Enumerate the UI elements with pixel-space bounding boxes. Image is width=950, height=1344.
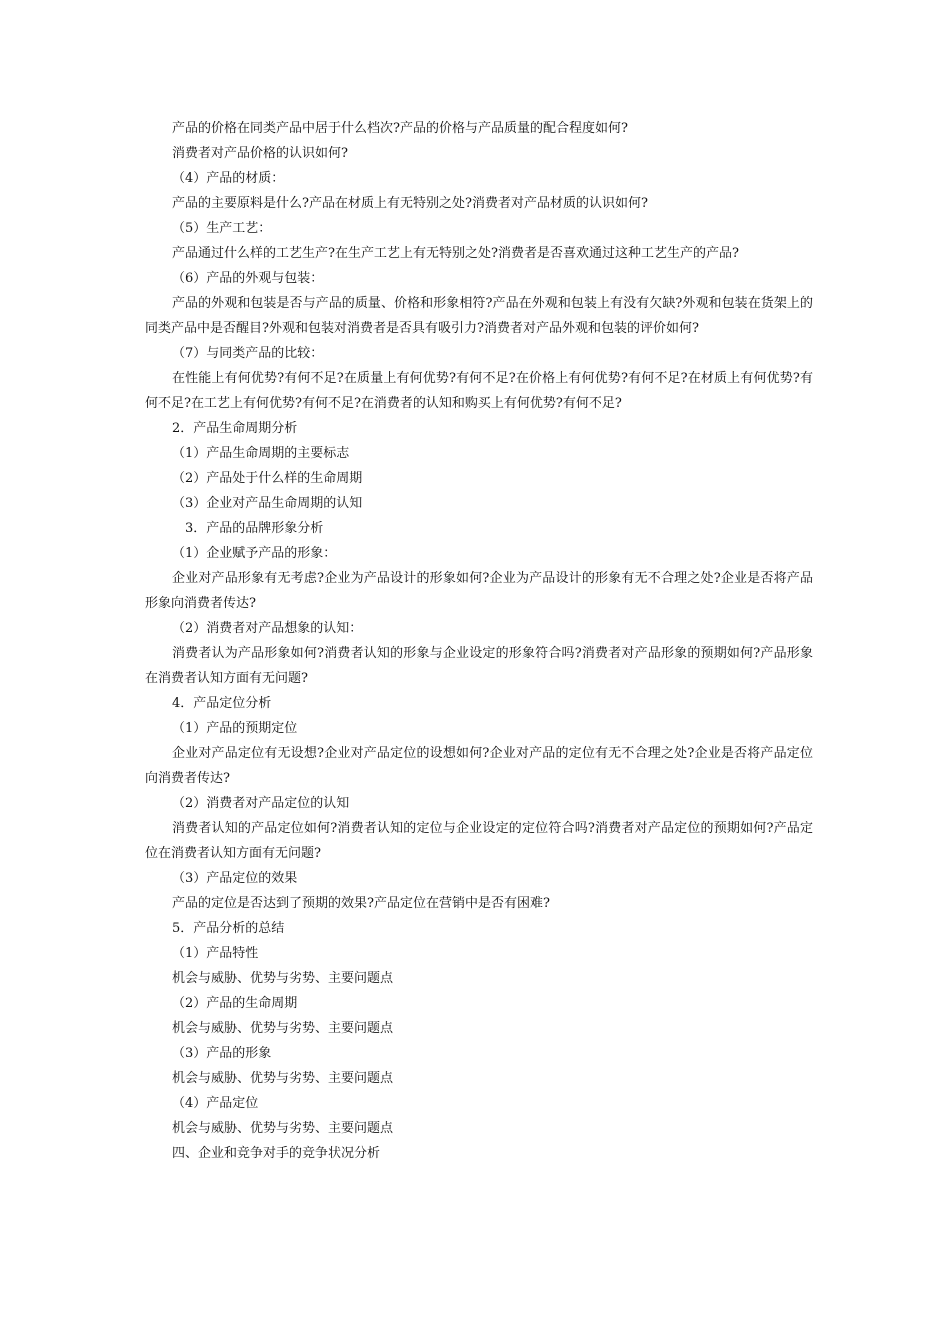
section-heading: 3．产品的品牌形象分析 — [185, 521, 324, 536]
paragraph: 产品的主要原料是什么?产品在材质上有无特别之处?消费者对产品材质的认识如何? — [172, 196, 648, 211]
paragraph: 企业对产品形象有无考虑?企业为产品设计的形象如何?企业为产品设计的形象有无不合理之处?企业是否将产品形象向消费者传达? — [145, 571, 813, 611]
subheading: （4）产品的材质： — [172, 171, 285, 186]
paragraph: 企业对产品定位有无设想?企业对产品定位的设想如何?企业对产品的定位有无不合理之处?企业是否将产品定位向消费者传达? — [145, 746, 813, 786]
paragraph: 产品的定位是否达到了预期的效果?产品定位在营销中是否有困难? — [172, 896, 550, 911]
subheading: （6）产品的外观与包装： — [172, 271, 324, 286]
paragraph: 在性能上有何优势?有何不足?在质量上有何优势?有何不足?在价格上有何优势?有何不足?在材质上有何优势?有何不足?在工艺上有何优势?有何不足?在消费者的认知和购买上有何优势?有何不足? — [145, 371, 813, 411]
subheading: （3）产品定位的效果 — [172, 871, 298, 886]
subheading: （5）生产工艺： — [172, 221, 272, 236]
paragraph: 消费者对产品价格的认识如何? — [172, 146, 348, 161]
paragraph: 产品的外观和包装是否与产品的质量、价格和形象相符?产品在外观和包装上有没有欠缺?外观和包装在货架上的同类产品中是否醒目?外观和包装对消费者是否具有吸引力?消费者对产品外观和包装的评价如何? — [145, 296, 813, 336]
section-heading: 4．产品定位分析 — [172, 696, 272, 711]
paragraph: 产品通过什么样的工艺生产?在生产工艺上有无特别之处?消费者是否喜欢通过这种工艺生产的产品? — [172, 246, 739, 261]
document-body — [145, 116, 813, 1166]
subheading: （3）企业对产品生命周期的认知 — [172, 496, 363, 511]
subheading: （4）产品定位 — [172, 1096, 259, 1111]
paragraph: 消费者认为产品形象如何?消费者认知的形象与企业设定的形象符合吗?消费者对产品形象的预期如何?产品形象在消费者认知方面有无问题? — [145, 646, 813, 686]
paragraph: 机会与威胁、优势与劣势、主要问题点 — [172, 971, 394, 986]
subheading: （1）产品的预期定位 — [172, 721, 298, 736]
subheading: （2）消费者对产品想象的认知： — [172, 621, 363, 636]
section-heading: 5．产品分析的总结 — [172, 921, 285, 936]
subheading: （1）产品生命周期的主要标志 — [172, 446, 350, 461]
paragraph: 机会与威胁、优势与劣势、主要问题点 — [172, 1021, 394, 1036]
subheading: （2）产品的生命周期 — [172, 996, 298, 1011]
subheading: （2）产品处于什么样的生命周期 — [172, 471, 363, 486]
paragraph: 产品的价格在同类产品中居于什么档次?产品的价格与产品质量的配合程度如何? — [172, 121, 628, 136]
subheading: （1）企业赋予产品的形象： — [172, 546, 337, 561]
subheading: （1）产品特性 — [172, 946, 259, 961]
subheading: （3）产品的形象 — [172, 1046, 272, 1061]
paragraph: 机会与威胁、优势与劣势、主要问题点 — [172, 1071, 394, 1086]
paragraph: 机会与威胁、优势与劣势、主要问题点 — [172, 1121, 394, 1136]
subheading: （7）与同类产品的比较： — [172, 346, 324, 361]
chapter-heading: 四、企业和竞争对手的竞争状况分析 — [172, 1146, 381, 1161]
paragraph: 消费者认知的产品定位如何?消费者认知的定位与企业设定的定位符合吗?消费者对产品定位的预期如何?产品定位在消费者认知方面有无问题? — [145, 821, 813, 861]
section-heading: 2．产品生命周期分析 — [172, 421, 298, 436]
subheading: （2）消费者对产品定位的认知 — [172, 796, 350, 811]
